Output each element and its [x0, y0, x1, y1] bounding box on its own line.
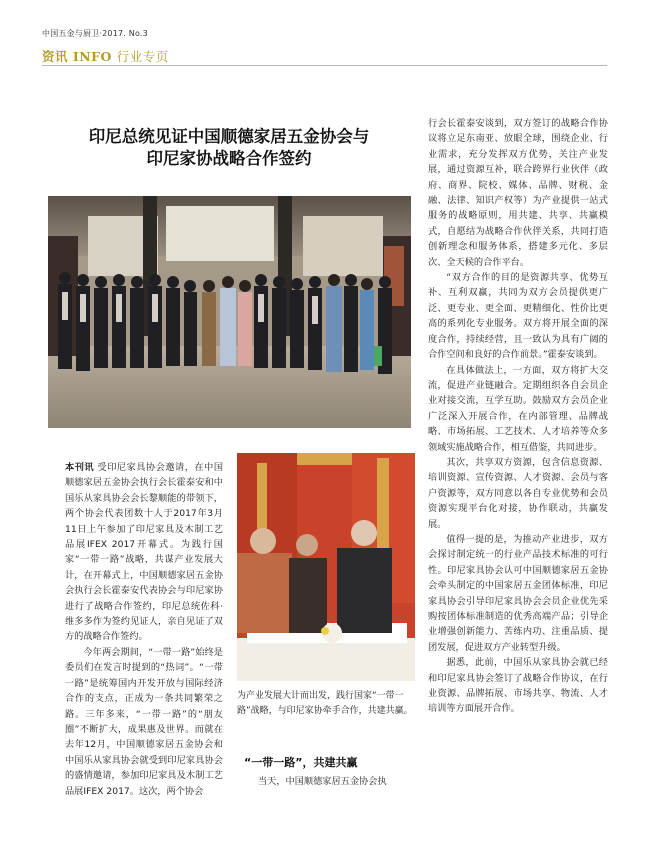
header-divider	[42, 65, 607, 66]
article-title-line-2: 印尼家协战略合作签约	[146, 149, 312, 168]
paragraph: 值得一提的是，为推动产业进步，双方会探讨制定统一的行业产品技术标准的可行性。印尼家具协会认可中国顺德家居五金协会牵头制定的中国家居五金团体标准，印尼家具协会引导印尼家具协会会员企业优先采购按团体标准制造的优秀高端产品；引导企业增强创新能力、苦练内功、注重品质、提团发展，促进双方产业转型升级。	[428, 533, 608, 653]
paragraph: 据悉，此前，中国乐从家具协会就已经和印尼家具协会签订了战略合作协议，在行业资源、品牌拓展、市场共享、物流、人才培训等方面展开合作。	[428, 657, 608, 715]
paragraph: 今年两会期间，“一带一路”始终是委员们在发言时提到的“热词”。“一带一路”是统筹国内开发开放与国际经济合作的支点，正成为一条共同繁荣之路。三年多来，“一带一路”的“朋友圈”不断扩大，成果惠及世界。而就在去年12月，中国顺德家居五金协会和中国乐从家具协会就受到印尼家具协会的盛情邀请，参加印尼家具及木制工艺品展IFEX 2017。这次，两个协会	[65, 646, 223, 797]
section-label	[42, 47, 169, 65]
paragraph: 在具体做法上，一方面，双方将扩大交流，促进产业链融合。定期组织各自会员企业对接交流，互学互助。鼓励双方会员企业广泛深入开展合作，在内部管理、品牌战略、市场拓展、工艺技术、人才培养等众多领域实施战略合作，相互借鉴，共同进步。	[428, 364, 608, 453]
group-photo-illustration	[48, 196, 411, 428]
article-title-line-1: 印尼总统见证中国顺德家居五金协会与	[88, 127, 370, 146]
section-subheading: “一带一路”，共建共赢	[244, 756, 358, 769]
column-2-opening-line: 当天，中国顺德家居五金协会执	[258, 776, 387, 787]
signing-ceremony-photo	[237, 453, 415, 681]
lead-paragraph	[65, 460, 223, 645]
paragraph-continued: 行会长霍泰安谈到，双方签订的战略合作协议将立足东南亚、放眼全球，围绕企业、行业需求，充分发挥双方优势，关注产业发展，通过资源互补，联合跨界行业伙伴（政府、商界、院校、媒体、品牌、财税、金融、法律、知识产权等）为产业提供一站式服务的战略原则，用共建、共享、共赢模式，自愿结为战略合作伙伴关系，共同打造创新理念和服务体系，搭建多元化、多层次、全天候的合作平台。	[428, 118, 608, 268]
article-title	[54, 126, 404, 170]
paragraph: 其次，共享双方资源，包含信息资源、培训资源、宣传资源、人才资源、会员与客户资源等，双方同意以各自专业优势和会员资源实现平台化对接，协作联动，共赢发展。	[428, 456, 608, 530]
paragraph: “双方合作的目的是资源共享、优势互补、互利双赢，共同为双方会员提供更广泛、更专业、更全面、更精细化、性价比更高的系列化专业服务。双方将开展全面的深度合作，持续经营，且一致认为具有广阔的合作空间和良好的合作前景。”霍泰安谈到。	[428, 272, 608, 361]
section-name: 资讯 INFO	[42, 49, 112, 64]
section-subtitle: 行业专页	[116, 49, 169, 64]
article-column-3	[428, 116, 608, 717]
article-column-1	[65, 460, 223, 799]
group-photo	[48, 196, 411, 428]
photo-caption: 为产业发展大计而出发，践行国家“一带一路”战略，与印尼家协牵手合作，共建共赢。	[237, 691, 413, 716]
lead-tag: 本刊讯	[65, 462, 95, 473]
signing-photo-illustration	[237, 453, 415, 681]
journal-running-header: 中国五金与厨卫·2017. No.3	[42, 29, 148, 38]
lead-paragraph-text: 受印尼家具协会邀请，在中国顺德家居五金协会执行会长霍泰安和中国乐从家具协会会长黎顺能的带领下，两个协会代表团数十人于2017年3月11日上午参加了印尼家具及木制工艺品展IFEX 2017开幕式。为践行国家“一带一路”战略，共谋产业发展大计，在开幕式上，中国顺德家居五金协会执行会长霍泰安代表协会与印尼家协进行了战略合作签约，印尼总统佐科·维多多作为签约见证人，亲自见证了双方的战略合作签约。	[65, 462, 224, 643]
